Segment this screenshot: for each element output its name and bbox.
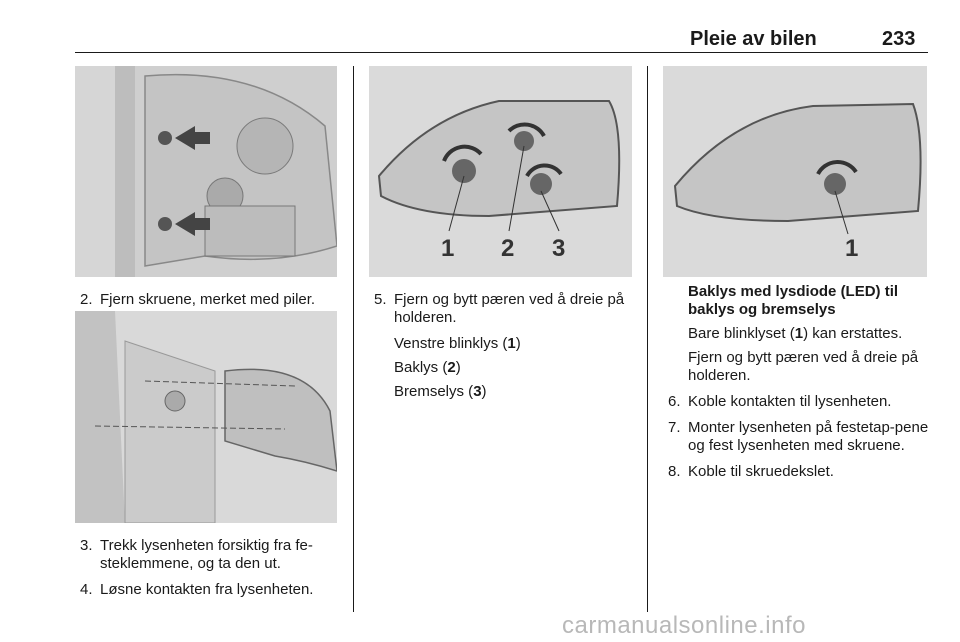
step-text: Løsne kontakten fra lysenheten. [100,581,314,598]
step-number: 5. [374,291,387,308]
figure-callout-3: 3 [552,235,566,262]
step-5-block [374,291,636,407]
step-text: Koble kontakten til lysenheten. [688,393,892,410]
figure-lamp-removal [75,311,337,523]
step-number: 6. [668,393,681,410]
step-text: Fjern og bytt pæren ved å dreie på holderen. [394,291,625,326]
watermark: carmanualsonline.info [562,612,806,639]
page-header-title: Pleie av bilen [690,28,817,50]
step-number: 3. [80,537,93,554]
page-number: 233 [882,28,916,50]
header-divider [75,52,928,53]
column-divider-right [647,66,648,612]
figure-bulbs-123 [369,66,632,277]
led-heading: Baklys med lysdiode (LED) til baklys og bremselys [688,283,899,318]
led-section [668,283,930,489]
figure-callout-2: 2 [501,235,515,262]
step-2 [80,291,340,317]
step-text: Fjern skruene, merket med piler. [100,291,316,308]
step-number: 7. [668,419,681,436]
led-note-2: Fjern og bytt pæren ved å dreie på holderen. [688,349,919,384]
step-text: Koble til skruedekslet. [688,463,834,480]
figure-callout-1: 1 [845,235,859,262]
step-number: 8. [668,463,681,480]
step-text: Trekk lysenheten forsiktig fra fe-steklemmene, og ta den ut. [100,537,313,572]
figure-callout-1: 1 [441,235,455,262]
step-text: Monter lysenheten på festetap-pene og fest lysenheten med skruene. [688,419,929,454]
bulb-line-brake: Bremselys (3) [394,383,487,400]
step-number: 2. [80,291,93,308]
bulb-line-tail: Baklys (2) [394,359,461,376]
led-note: Bare blinklyset (1) kan erstattes. [688,325,903,342]
figure-led-lamp [663,66,927,277]
figure-screws [75,66,337,277]
bulb-line-turn-signal: Venstre blinklys (1) [394,335,521,352]
steps-3-4 [80,537,340,607]
column-divider-left [353,66,354,612]
step-number: 4. [80,581,93,598]
